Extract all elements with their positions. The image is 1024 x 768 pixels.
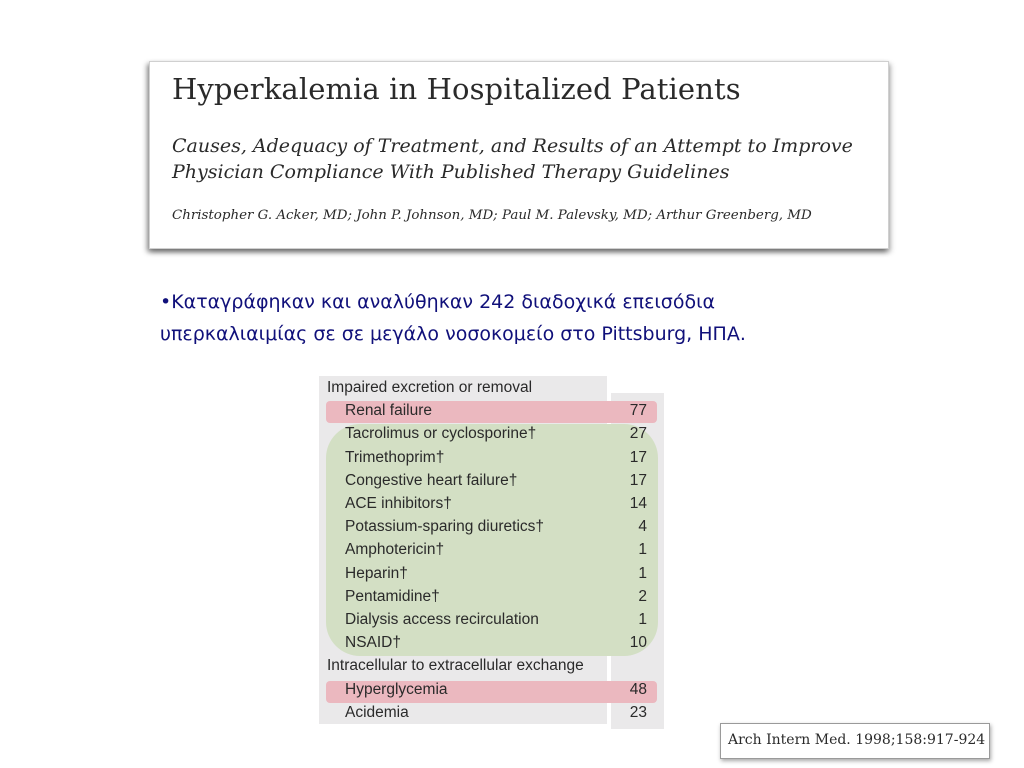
bullet-point — [160, 286, 920, 350]
cause-count: 17 — [629, 448, 647, 466]
cause-count: 14 — [629, 495, 647, 512]
table-row — [0, 608, 1024, 631]
table-row — [0, 399, 1024, 422]
cause-label: ACE inhibitors† — [345, 495, 452, 512]
cause-label: Potassium-sparing diuretics† — [345, 518, 545, 536]
cause-label: Renal failure — [345, 402, 433, 420]
cause-count: 1 — [638, 611, 647, 628]
cause-label: Pentamidine† — [345, 587, 440, 605]
cause-count: 23 — [629, 703, 647, 721]
paper-subtitle-line-1: Causes, Adequacy of Treatment, and Results of an Attempt to Improve — [172, 135, 853, 157]
cause-count: 17 — [629, 471, 647, 489]
citation-text: Arch Intern Med. 1998;158:917-924 — [728, 732, 986, 748]
table-row — [0, 701, 1024, 724]
cause-count: 2 — [638, 587, 647, 605]
cause-count: 4 — [638, 518, 647, 536]
cause-label: Congestive heart failure† — [345, 471, 518, 489]
table-row — [0, 492, 1024, 515]
cause-label: NSAID† — [345, 634, 401, 652]
table-row — [0, 562, 1024, 585]
cause-label: Dialysis access recirculation — [345, 611, 539, 628]
table-row — [0, 678, 1024, 701]
cause-count: 77 — [629, 402, 647, 420]
table-category-row — [0, 654, 1024, 677]
cause-count: 48 — [629, 680, 647, 698]
table-row — [0, 422, 1024, 445]
cause-label: Tacrolimus or cyclosporine† — [345, 425, 537, 443]
table-row — [0, 515, 1024, 538]
citation-box — [720, 723, 990, 759]
cause-label: Acidemia — [345, 703, 409, 721]
paper-subtitle — [172, 133, 888, 185]
paper-authors: Christopher G. Acker, MD; John P. Johnson, MD; Paul M. Palevsky, MD; Arthur Greenberg, MD — [172, 208, 812, 223]
table-row — [0, 538, 1024, 561]
table-row — [0, 585, 1024, 608]
cause-label: Trimethoprim† — [345, 448, 445, 466]
cause-label: Hyperglycemia — [345, 680, 448, 698]
cause-count: 27 — [629, 425, 647, 443]
category-label: Intracellular to extracellular exchange — [327, 657, 584, 675]
table-row — [0, 446, 1024, 469]
cause-count: 1 — [638, 564, 647, 582]
cause-label: Heparin† — [345, 564, 408, 582]
bullet-line-1: •Καταγράφηκαν και αναλύθηκαν 242 διαδοχικά επεισόδια — [160, 291, 716, 313]
table-row — [0, 469, 1024, 492]
cause-count: 10 — [629, 634, 647, 652]
cause-label: Amphotericin† — [345, 541, 445, 559]
cause-count: 1 — [638, 541, 647, 559]
table-category-row — [0, 376, 1024, 399]
bullet-line-2: υπερκαλιαιμίας σε σε μεγάλο νοσοκομείο στο Pittsburg, ΗΠΑ. — [160, 323, 746, 345]
paper-header-image — [149, 61, 889, 249]
table-row — [0, 631, 1024, 654]
paper-title: Hyperkalemia in Hospitalized Patients — [172, 72, 741, 106]
category-label: Impaired excretion or removal — [327, 379, 533, 396]
paper-subtitle-line-2: Physician Compliance With Published Therapy Guidelines — [172, 161, 730, 183]
